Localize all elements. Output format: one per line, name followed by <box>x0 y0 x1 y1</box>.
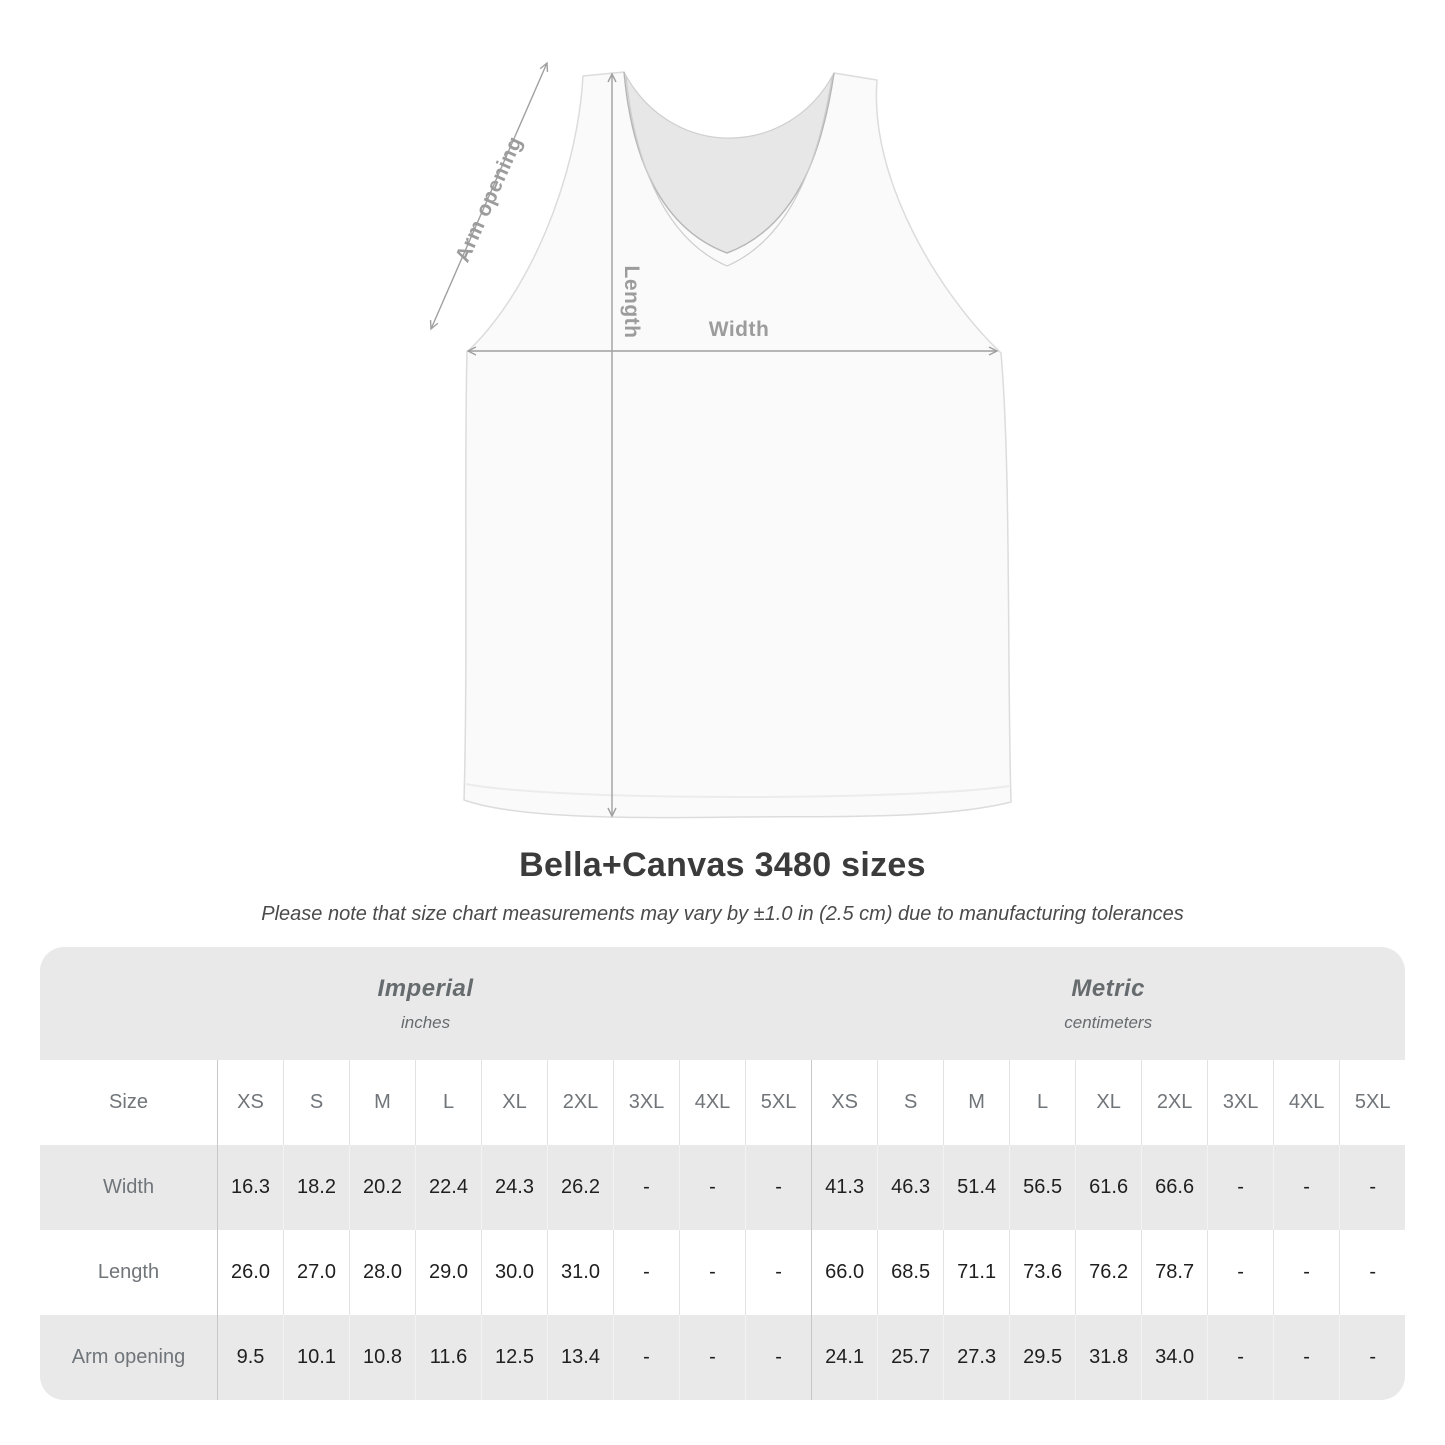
size-header: XS <box>217 1060 283 1145</box>
cell: - <box>1339 1230 1405 1315</box>
arm-opening-row <box>40 1315 1405 1400</box>
cell: 68.5 <box>877 1230 943 1315</box>
cell: 76.2 <box>1075 1230 1141 1315</box>
row-label: Length <box>40 1230 217 1315</box>
cell: 56.5 <box>1009 1145 1075 1230</box>
cell: 78.7 <box>1141 1230 1207 1315</box>
page-title: Bella+Canvas 3480 sizes <box>519 846 926 884</box>
cell: - <box>1339 1315 1405 1400</box>
cell: - <box>613 1145 679 1230</box>
cell: - <box>1207 1230 1273 1315</box>
length-label: Length <box>620 265 643 339</box>
cell: - <box>745 1315 811 1400</box>
size-header: 3XL <box>613 1060 679 1145</box>
cell: 51.4 <box>943 1145 1009 1230</box>
size-header: 2XL <box>1141 1060 1207 1145</box>
cell: 25.7 <box>877 1315 943 1400</box>
cell: - <box>679 1230 745 1315</box>
size-header: 4XL <box>679 1060 745 1145</box>
cell: 34.0 <box>1141 1315 1207 1400</box>
cell: 26.0 <box>217 1230 283 1315</box>
tank-top-diagram <box>400 40 1050 840</box>
cell: - <box>679 1145 745 1230</box>
size-column-header: Size <box>40 1060 217 1145</box>
cell: 24.3 <box>481 1145 547 1230</box>
cell: 10.1 <box>283 1315 349 1400</box>
cell: - <box>745 1145 811 1230</box>
cell: 10.8 <box>349 1315 415 1400</box>
cell: 28.0 <box>349 1230 415 1315</box>
cell: 9.5 <box>217 1315 283 1400</box>
cell: 26.2 <box>547 1145 613 1230</box>
arm-opening-label: Arm opening <box>451 133 528 266</box>
row-label: Width <box>40 1145 217 1230</box>
cell: 27.0 <box>283 1230 349 1315</box>
cell: - <box>613 1230 679 1315</box>
cell: 29.5 <box>1009 1315 1075 1400</box>
cell: 66.6 <box>1141 1145 1207 1230</box>
cell: - <box>1207 1145 1273 1230</box>
cell: 16.3 <box>217 1145 283 1230</box>
cell: - <box>1339 1145 1405 1230</box>
row-label: Arm opening <box>40 1315 217 1400</box>
size-header: S <box>283 1060 349 1145</box>
size-header: 2XL <box>547 1060 613 1145</box>
imperial-label: Imperial <box>377 974 474 1002</box>
cell: 24.1 <box>811 1315 877 1400</box>
metric-units-header <box>811 947 1405 1060</box>
size-header: S <box>877 1060 943 1145</box>
cell: 61.6 <box>1075 1145 1141 1230</box>
cell: - <box>745 1230 811 1315</box>
cell: 31.8 <box>1075 1315 1141 1400</box>
imperial-units-header <box>40 947 811 1060</box>
width-row <box>40 1145 1405 1230</box>
cell: - <box>1207 1315 1273 1400</box>
cell: 11.6 <box>415 1315 481 1400</box>
size-header: XL <box>1075 1060 1141 1145</box>
length-row <box>40 1230 1405 1315</box>
cell: 30.0 <box>481 1230 547 1315</box>
size-header: 5XL <box>745 1060 811 1145</box>
size-header: 4XL <box>1273 1060 1339 1145</box>
imperial-sublabel: inches <box>400 1012 451 1032</box>
cell: 18.2 <box>283 1145 349 1230</box>
cell: 27.3 <box>943 1315 1009 1400</box>
size-header: L <box>415 1060 481 1145</box>
size-header: 3XL <box>1207 1060 1273 1145</box>
sizes-header-row <box>40 1060 1405 1145</box>
size-header: L <box>1009 1060 1075 1145</box>
tolerance-note: Please note that size chart measurements may vary by ±1.0 in (2.5 cm) due to manufacturing tolerances <box>261 903 1184 925</box>
cell: 22.4 <box>415 1145 481 1230</box>
cell: 73.6 <box>1009 1230 1075 1315</box>
cell: 31.0 <box>547 1230 613 1315</box>
cell: 66.0 <box>811 1230 877 1315</box>
size-table <box>40 947 1405 1400</box>
cell: 12.5 <box>481 1315 547 1400</box>
cell: 41.3 <box>811 1145 877 1230</box>
size-header: M <box>943 1060 1009 1145</box>
metric-label: Metric <box>1071 974 1146 1002</box>
cell: - <box>1273 1230 1339 1315</box>
metric-sublabel: centimeters <box>1064 1012 1153 1032</box>
cell: 46.3 <box>877 1145 943 1230</box>
width-label: Width <box>708 318 770 341</box>
size-header: XL <box>481 1060 547 1145</box>
cell: - <box>1273 1315 1339 1400</box>
cell: 71.1 <box>943 1230 1009 1315</box>
cell: - <box>679 1315 745 1400</box>
cell: 13.4 <box>547 1315 613 1400</box>
units-band-row <box>40 947 1405 1060</box>
cell: 29.0 <box>415 1230 481 1315</box>
cell: 20.2 <box>349 1145 415 1230</box>
cell: - <box>613 1315 679 1400</box>
size-header: 5XL <box>1339 1060 1405 1145</box>
cell: - <box>1273 1145 1339 1230</box>
size-header: M <box>349 1060 415 1145</box>
size-header: XS <box>811 1060 877 1145</box>
